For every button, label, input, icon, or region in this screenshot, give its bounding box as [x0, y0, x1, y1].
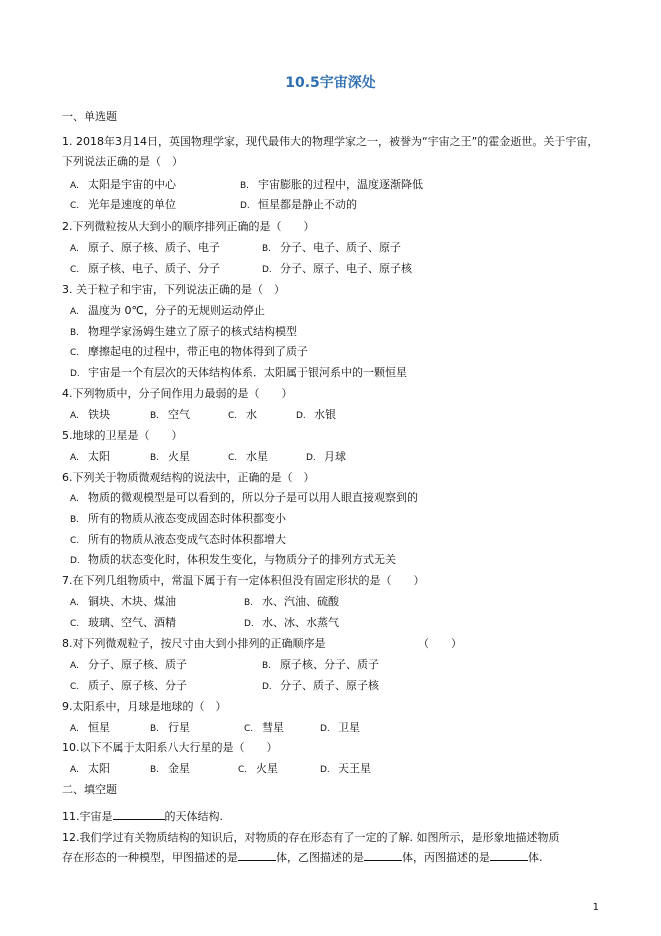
page-number: 1 [592, 902, 599, 913]
question-8-answer-bracket: （ ） [418, 637, 462, 650]
question-11 [62, 808, 223, 824]
question-8-option-d: D. 分子、质子、原子核 [262, 679, 379, 692]
question-3-option-c: C. 摩擦起电的过程中，带正电的物体得到了质子 [70, 345, 308, 358]
question-5-option-a: A. 太阳 [70, 450, 110, 463]
question-9-stem: 9.太阳系中，月球是地球的（ ） [62, 700, 227, 713]
question-2-stem: 2.下列微粒按从大到小的顺序排列正确的是（ ） [62, 220, 315, 233]
question-2-option-c: C. 原子核、电子、质子、分子 [70, 262, 220, 275]
question-8-option-c: C. 质子、原子核、分子 [70, 679, 187, 692]
question-2-option-d: D. 分子、原子、电子、原子核 [262, 262, 412, 275]
section-heading-single-choice: 一、单选题 [62, 110, 117, 123]
question-7-option-a: A. 铜块、木块、煤油 [70, 595, 176, 608]
question-5-stem: 5.地球的卫星是（ ） [62, 429, 183, 442]
question-9-option-d: D. 卫星 [320, 721, 360, 734]
question-4-option-b: B. 空气 [150, 408, 190, 421]
question-11-blank[interactable] [113, 809, 165, 820]
question-12-blank-3[interactable] [490, 850, 528, 861]
question-12-text-b: 体，乙图描述的是 [276, 851, 364, 864]
question-5-option-d: D. 月球 [306, 450, 346, 463]
question-11-pre: 11.宇宙是 [62, 810, 113, 823]
question-10-option-b: B. 金星 [150, 762, 190, 775]
question-1-option-a: A. 太阳是宇宙的中心 [70, 178, 176, 191]
question-9-option-a: A. 恒星 [70, 721, 110, 734]
question-1-stem: 1. 2018年3月14日，英国物理学家，现代最伟大的物理学家之一，被誉为“宇宙之王”的霍金逝世。关于宇宙，下列说法正确的是（ ） [62, 135, 599, 168]
question-6-option-a: A. 物质的微观模型是可以看到的，所以分子是可以用人眼直接观察到的 [70, 491, 418, 504]
question-4-option-c: C. 水 [228, 408, 257, 421]
question-4-stem: 4.下列物质中，分子间作用力最弱的是（ ） [62, 387, 293, 400]
question-12-blank-2[interactable] [364, 850, 402, 861]
question-3-option-d: D. 宇宙是一个有层次的天体结构体系．太阳属于银河系中的一颗恒星 [70, 366, 407, 379]
question-1-option-b: B. 宇宙膨胀的过程中，温度逐渐降低 [240, 178, 423, 191]
question-8-option-a: A. 分子、原子核、质子 [70, 658, 187, 671]
question-3-option-b: B. 物理学家汤姆生建立了原子的核式结构模型 [70, 325, 297, 338]
question-1-option-c: C. 光年是速度的单位 [70, 198, 176, 211]
question-9-option-c: C. 彗星 [244, 721, 284, 734]
question-7-option-c: C. 玻璃、空气、酒精 [70, 616, 176, 629]
question-10-option-a: A. 太阳 [70, 762, 110, 775]
question-2-option-a: A. 原子、原子核、质子、电子 [70, 241, 220, 254]
question-12-blank-1[interactable] [238, 850, 276, 861]
question-11-post: 的天体结构. [164, 810, 223, 823]
question-12-text-d: 体. [528, 851, 543, 864]
question-12-line-2 [62, 849, 543, 865]
question-12-text-a: 存在形态的一种模型，甲图描述的是 [62, 851, 238, 864]
question-2-option-b: B. 分子、电子、质子、原子 [262, 241, 401, 254]
question-10-option-d: D. 天王星 [320, 762, 371, 775]
question-4-option-d: D. 水银 [296, 408, 336, 421]
question-12-line-1: 12.我们学过有关物质结构的知识后，对物质的存在形态有了一定的了解. 如图所示，是形象地描述物质 [62, 831, 560, 844]
question-6-option-c: C. 所有的物质从液态变成气态时体积都增大 [70, 533, 286, 546]
section-heading-fill-blank: 二、填空题 [62, 783, 117, 796]
question-9-option-b: B. 行星 [150, 721, 190, 734]
question-8-stem: 8.对下列微观粒子，按尺寸由大到小排列的正确顺序是 [62, 637, 326, 650]
question-6-option-d: D. 物质的状态变化时，体积发生变化，与物质分子的排列方式无关 [70, 553, 396, 566]
question-3-option-a: A. 温度为 0℃，分子的无规则运动停止 [70, 304, 265, 317]
question-4-option-a: A. 铁块 [70, 408, 110, 421]
question-10-option-c: C. 火星 [238, 762, 278, 775]
question-5-option-c: C. 水星 [228, 450, 268, 463]
question-10-stem: 10.以下不属于太阳系八大行星的是（ ） [62, 741, 278, 754]
question-7-stem: 7.在下列几组物质中，常温下属于有一定体积但没有固定形状的是（ ） [62, 574, 425, 587]
question-12-text-c: 体，丙图描述的是 [402, 851, 490, 864]
question-7-option-d: D. 水、冰、水蒸气 [244, 616, 339, 629]
question-8-option-b: B. 原子核、分子、质子 [262, 658, 379, 671]
question-1-option-d: D. 恒星都是静止不动的 [240, 198, 357, 211]
question-3-stem: 3. 关于粒子和宇宙，下列说法正确的是（ ） [62, 283, 285, 296]
question-6-option-b: B. 所有的物质从液态变成固态时体积都变小 [70, 512, 286, 525]
question-5-option-b: B. 火星 [150, 450, 190, 463]
question-6-stem: 6.下列关于物质微观结构的说法中，正确的是（ ） [62, 471, 315, 484]
question-7-option-b: B. 水、汽油、硫酸 [244, 595, 339, 608]
page-title: 10.5宇宙深处 [285, 75, 376, 91]
